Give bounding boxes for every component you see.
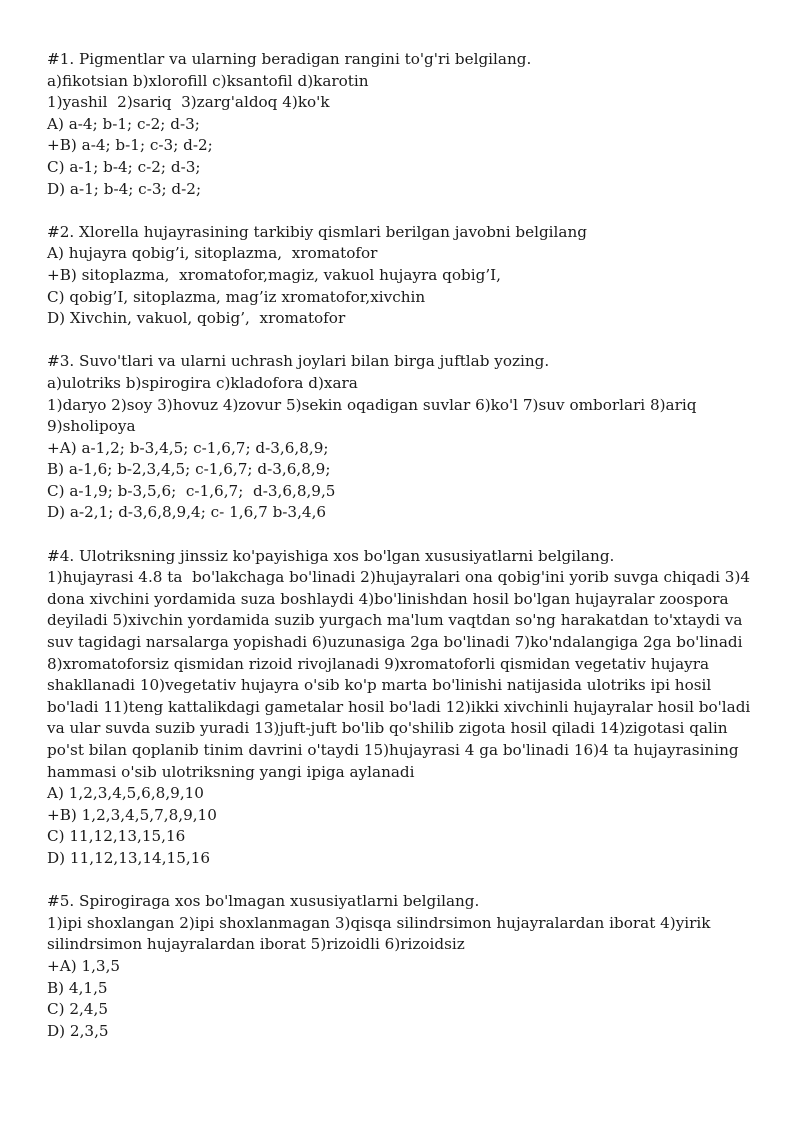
answer-option: D) 2,3,5 [47, 1021, 109, 1040]
question-title: #2. Xlorella hujayrasining tarkibiy qismlari berilgan javobni belgilang [47, 222, 587, 241]
answer-option: C) a-1; b-4; c-2; d-3; [47, 157, 201, 176]
question-1 [47, 49, 760, 200]
answer-option: A) hujayra qobig’i, sitoplazma, xromatofor [47, 244, 378, 263]
question-2 [47, 222, 760, 330]
answer-option: B) a-1,6; b-2,3,4,5; c-1,6,7; d-3,6,8,9; [47, 460, 331, 479]
question-title: #4. Ulotriksning jinssiz ko'payishiga xos bo'lgan xususiyatlarni belgilang. [47, 546, 615, 565]
statement-list: 1)ipi shoxlangan 2)ipi shoxlanmagan 3)qisqa silindrsimon hujayralardan iborat 4)yirik silindrsimon hujayralardan iborat 5)rizoidli 6)rizoidsiz [47, 913, 716, 954]
answer-option: B) 4,1,5 [47, 978, 108, 997]
answer-option: A) 1,2,3,4,5,6,8,9,10 [47, 784, 204, 803]
question-3 [47, 351, 760, 524]
answer-option: D) 11,12,13,14,15,16 [47, 848, 211, 867]
question-4 [47, 546, 760, 870]
answer-option: C) a-1,9; b-3,5,6; c-1,6,7; d-3,6,8,9,5 [47, 481, 336, 500]
question-title: #1. Pigmentlar va ularning beradigan rangini to'g'ri belgilang. [47, 50, 532, 68]
item-list: a)ulotriks b)spirogira c)kladofora d)xara [47, 373, 358, 392]
answer-option: +A) 1,3,5 [47, 956, 121, 975]
question-title: #5. Spirogiraga xos bo'lmagan xususiyatlarni belgilang. [47, 892, 480, 911]
answer-option: +B) a-4; b-1; c-3; d-2; [47, 136, 213, 155]
item-list: 1)daryo 2)soy 3)hovuz 4)zovur 5)sekin oqadigan suvlar 6)ko'l 7)suv omborlari 8)ariq 9)sholipoya [47, 395, 702, 436]
answer-option: +B) 1,2,3,4,5,7,8,9,10 [47, 805, 217, 824]
answer-option: D) Xivchin, vakuol, qobig’, xromatofor [47, 309, 346, 328]
answer-option: +B) sitoplazma, xromatofor,magiz, vakuol hujayra qobig’I, [47, 265, 501, 284]
answer-option: D) a-1; b-4; c-3; d-2; [47, 179, 202, 198]
answer-option: +A) a-1,2; b-3,4,5; c-1,6,7; d-3,6,8,9; [47, 438, 329, 457]
question-title: #3. Suvo'tlari va ularni uchrash joylari bilan birga juftlab yozing. [47, 352, 550, 371]
answer-option: C) 11,12,13,15,16 [47, 827, 186, 846]
answer-option: C) 2,4,5 [47, 1000, 109, 1019]
statement-list: 1)hujayrasi 4.8 ta bo'lakchaga bo'linadi 2)hujayralari ona qobig'ini yorib suvga chiqadi 3)4 dona xivchini yordamida suza boshlaydi 4)bo'linishdan hosil bo'lgan hujayralar zoospora deyiladi 5)xivchin yordamida suzib yurgach ma'lum vaqtdan so'ng harakatdan to'xtaydi va suv tagidagi narsalarga yopishadi 6)uzunasiga 2ga bo'linadi 7)ko'ndalangiga 2ga bo'linadi 8)xromatoforsiz qismidan rizoid rivojlanadi 9)xromatoforli qismidan vegetativ hujayra shakllanadi 10)vegetativ hujayra o'sib ko'p marta bo'linishi natijasida ulotriks ipi hosil bo'ladi 11)teng kattalikdagi gametalar hosil bo'ladi 12)ikki xivchinli hujayralar hosil bo'ladi va ular suvda suzib yuradi 13)juft-juft bo'lib qo'shilib zigota hosil qiladi 14)zigotasi qalin po'st bilan qoplanib tinim davrini o'taydi 15)hujayrasi 4 ga bo'linadi 16)4 ta hujayrasining hammasi o'sib ulotriksning yangi ipiga aylanadi [47, 568, 756, 781]
item-list: 1)yashil 2)sariq 3)zarg'aldoq 4)ko'k [47, 93, 330, 112]
answer-option: C) qobig’I, sitoplazma, mag’iz xromatofor,xivchin [47, 287, 426, 306]
answer-option: D) a-2,1; d-3,6,8,9,4; c- 1,6,7 b-3,4,6 [47, 503, 327, 522]
answer-option: A) a-4; b-1; c-2; d-3; [47, 114, 200, 133]
item-list: a)fikotsian b)xlorofill c)ksantofil d)karotin [47, 71, 369, 90]
question-5 [47, 891, 760, 1042]
